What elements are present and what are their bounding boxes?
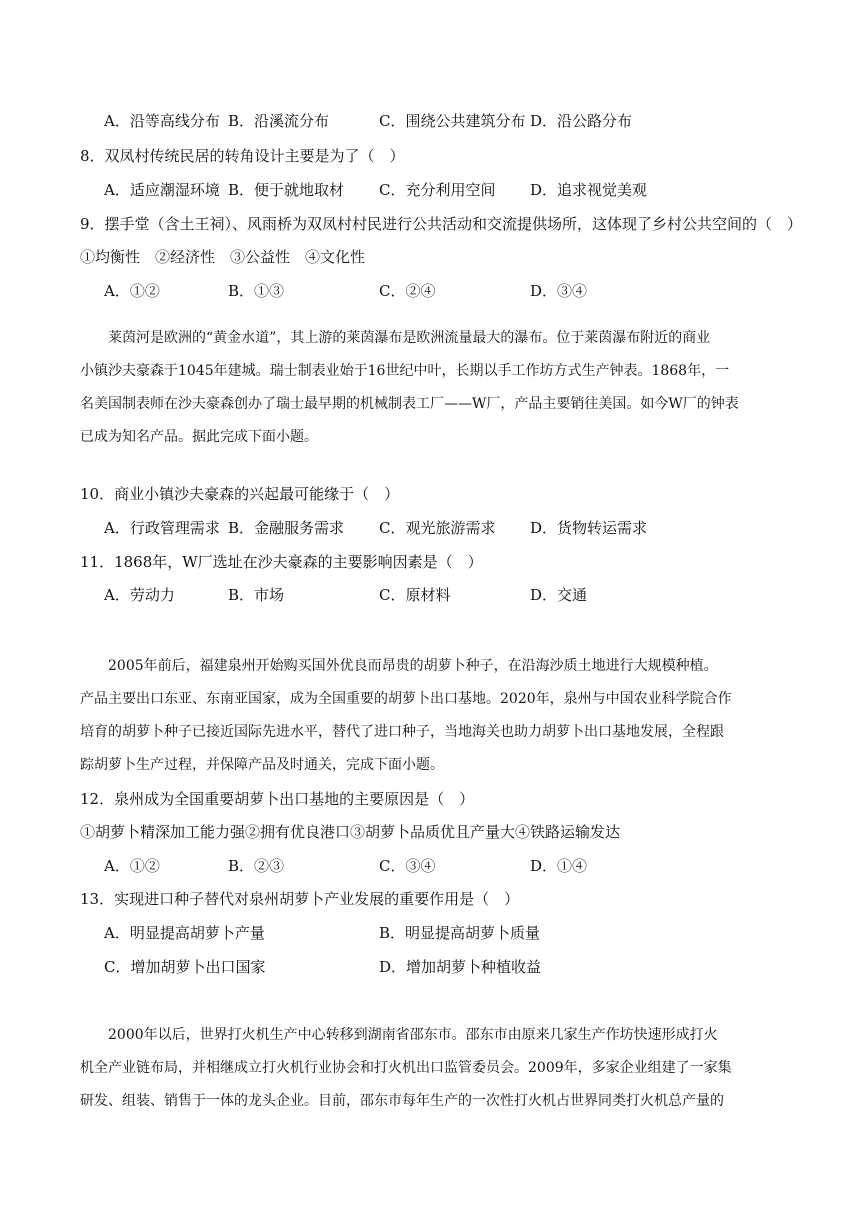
q12-items: ①胡萝卜精深加工能力强②拥有优良港口③胡萝卜品质优且产量大④铁路运输发达 xyxy=(80,823,621,841)
q9-stem: 9．摆手堂（含土王祠）、风雨桥为双凤村村民进行公共活动和交流提供场所，这体现了乡村公共空间的（ ） xyxy=(80,215,803,233)
q9-option-b: B．①③ xyxy=(228,282,285,300)
q8-option-a: A．适应潮湿环境 xyxy=(104,181,220,199)
passage-rhine-line: 莱茵河是欧洲的“黄金水道”，其上游的莱茵瀑布是欧洲流量最大的瀑布。位于莱茵瀑布附近的商业 xyxy=(80,330,711,346)
q9-option-c: C．②④ xyxy=(379,282,436,300)
q13-option-a: A．明显提高胡萝卜产量 xyxy=(104,924,265,942)
q12-option-c: C．③④ xyxy=(379,857,436,875)
q13-option-c: C．增加胡萝卜出口国家 xyxy=(104,958,266,976)
passage-lighter-line: 研发、组装、销售于一体的龙头企业。目前，邵东市每年生产的一次性打火机占世界同类打火机总产量的 xyxy=(80,1093,724,1109)
passage-carrot-line: 产品主要出口东亚、东南亚国家，成为全国重要的胡萝卜出口基地。2020年，泉州与中国农业科学院合作 xyxy=(80,691,732,707)
passage-rhine xyxy=(80,322,780,454)
q10-option-d: D．货物转运需求 xyxy=(530,519,648,537)
passage-lighter xyxy=(80,1019,780,1118)
q11-stem: 11．1868年，W厂选址在沙夫豪森的主要影响因素是（ ） xyxy=(80,553,483,571)
q10-option-b: B．金融服务需求 xyxy=(228,519,345,537)
q9-option-a: A．①② xyxy=(104,282,160,300)
passage-lighter-line: 机全产业链布局，并相继成立打火机行业协会和打火机出口监管委员会。2009年，多家企业组建了一家集 xyxy=(80,1060,732,1076)
passage-carrot-line: 培育的胡萝卜种子已接近国际先进水平，替代了进口种子，当地海关也助力胡萝卜出口基地发展，全程跟 xyxy=(80,724,724,740)
q12-stem: 12．泉州成为全国重要胡萝卜出口基地的主要原因是（ ） xyxy=(80,790,475,808)
q10-stem: 10．商业小镇沙夫豪森的兴起最可能缘于（ ） xyxy=(80,485,400,503)
passage-carrot-line: 2005年前后，福建泉州开始购买国外优良而昂贵的胡萝卜种子，在沿海沙质土地进行大规模种植。 xyxy=(80,658,718,674)
passage-carrot xyxy=(80,650,780,782)
passage-rhine-line: 已成为知名产品。据此完成下面小题。 xyxy=(80,429,318,445)
q9-items: ①均衡性 ②经济性 ③公益性 ④文化性 xyxy=(80,248,366,266)
q12-option-b: B．②③ xyxy=(228,857,285,875)
q10-option-a: A．行政管理需求 xyxy=(104,519,220,537)
q8-stem: 8．双凤村传统民居的转角设计主要是为了（ ） xyxy=(80,147,405,165)
q7-option-b: B．沿溪流分布 xyxy=(228,112,330,130)
q12-option-a: A．①② xyxy=(104,857,160,875)
passage-rhine-line: 名美国制表师在沙夫豪森创办了瑞士最早期的机械制表工厂——W厂，产品主要销往美国。如今W厂的钟表 xyxy=(80,396,739,412)
q13-option-d: D．增加胡萝卜种植收益 xyxy=(379,958,542,976)
q11-option-b: B．市场 xyxy=(228,586,285,604)
q13-option-b: B．明显提高胡萝卜质量 xyxy=(379,924,541,942)
q7-option-a: A．沿等高线分布 xyxy=(104,112,220,130)
q8-option-d: D．追求视觉美观 xyxy=(530,181,648,199)
passage-carrot-line: 踪胡萝卜生产过程，并保障产品及时通关，完成下面小题。 xyxy=(80,757,444,773)
q11-option-d: D．交通 xyxy=(530,586,588,604)
passage-rhine-line: 小镇沙夫豪森于1045年建城。瑞士制表业始于16世纪中叶，长期以手工作坊方式生产钟表。1868年，一 xyxy=(80,363,730,379)
q13-stem: 13．实现进口种子替代对泉州胡萝卜产业发展的重要作用是（ ） xyxy=(80,890,520,908)
q10-option-c: C．观光旅游需求 xyxy=(379,519,496,537)
passage-lighter-line: 2000年以后，世界打火机生产中心转移到湖南省邵东市。邵东市由原来几家生产作坊快速形成打火 xyxy=(80,1027,718,1043)
q8-option-b: B．便于就地取材 xyxy=(228,181,345,199)
q7-option-d: D．沿公路分布 xyxy=(530,112,633,130)
q7-option-c: C．围绕公共建筑分布 xyxy=(379,112,526,130)
q12-option-d: D．①④ xyxy=(530,857,588,875)
q9-option-d: D．③④ xyxy=(530,282,588,300)
q8-option-c: C．充分利用空间 xyxy=(379,181,496,199)
q11-option-c: C．原材料 xyxy=(379,586,451,604)
q11-option-a: A．劳动力 xyxy=(104,586,175,604)
